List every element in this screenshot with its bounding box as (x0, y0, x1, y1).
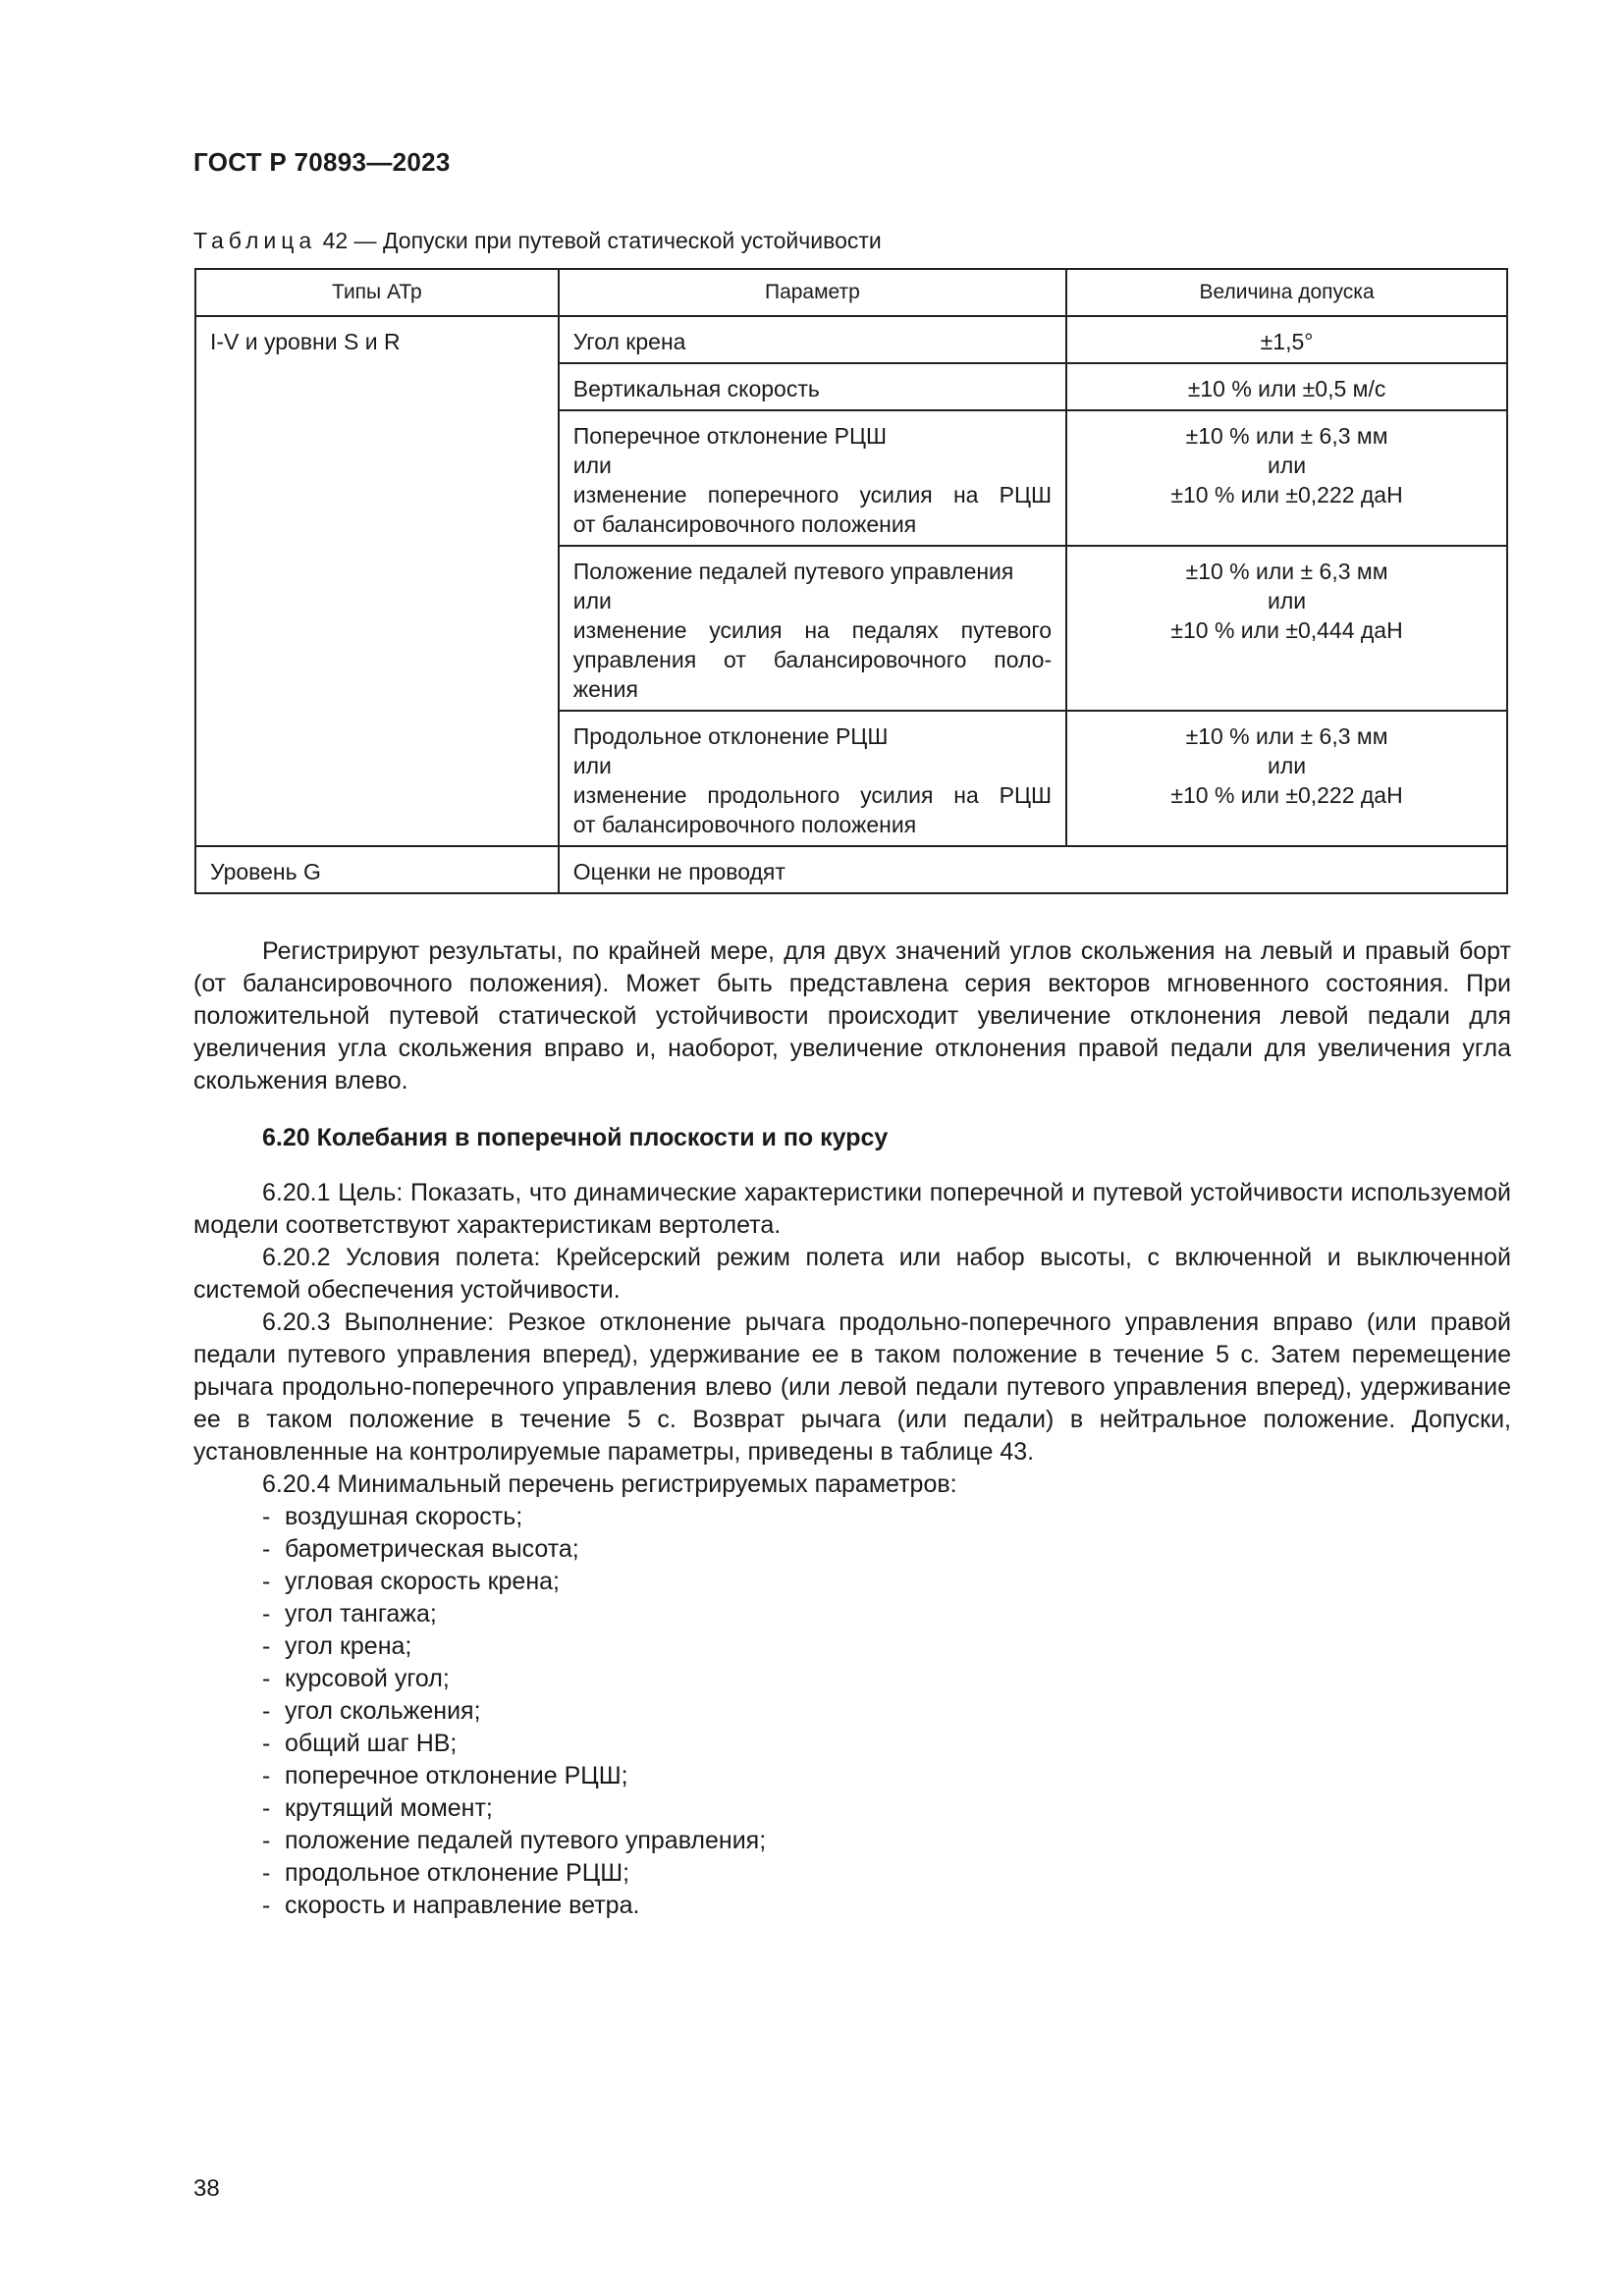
section-paragraph-conditions: 6.20.2 Условия полета: Крейсерский режим полета или набор высоты, с включенной и выключенной системой обеспечения устойчивости. (193, 1244, 1511, 1304)
list-item-text: угол скольжения; (285, 1697, 481, 1725)
list-item (193, 1533, 1511, 1566)
list-item-text: воздушная скорость; (285, 1503, 523, 1530)
value-cell (1066, 546, 1507, 711)
param-line: Продольное отклонение РЦШ (572, 723, 889, 749)
table-header-row (195, 269, 1507, 316)
list-dash: - (262, 1568, 271, 1595)
list-item (193, 1728, 1511, 1760)
section-body (193, 1177, 1511, 1922)
value-cell (1066, 711, 1507, 846)
param-line: изменение продольного усилия на РЦШ (572, 782, 1053, 808)
value-cell (1066, 316, 1507, 363)
value-line: ±10 % или ±0,444 даН (1170, 617, 1403, 643)
list-item (193, 1501, 1511, 1533)
param-line: или (572, 453, 612, 478)
list-item-text: угол крена; (285, 1632, 412, 1660)
param-cell (559, 546, 1066, 711)
list-item-text: поперечное отклонение РЦШ; (285, 1762, 628, 1789)
table-caption-word: Таблица (193, 228, 317, 253)
param-cell (559, 711, 1066, 846)
table-row (195, 846, 1507, 893)
list-item-text: положение педалей путевого управления; (285, 1827, 767, 1854)
list-item-text: барометрическая высота; (285, 1535, 579, 1563)
list-item (193, 1630, 1511, 1663)
list-item (193, 1890, 1511, 1922)
list-dash: - (262, 1665, 271, 1692)
header-types: Типы АТр (195, 269, 559, 316)
section-paragraph-goal: 6.20.1 Цель: Показать, что динамические характеристики поперечной и путевой устойчивости используемой модели соответствуют характеристикам вертолета. (193, 1179, 1511, 1239)
tolerance-table (194, 268, 1508, 894)
value-cell (1066, 363, 1507, 410)
list-item (193, 1695, 1511, 1728)
list-dash: - (262, 1600, 271, 1628)
list-dash: - (262, 1827, 271, 1854)
value-line: ±10 % или ±0,222 даН (1170, 482, 1403, 507)
value-line: ±10 % или ± 6,3 мм (1185, 723, 1388, 749)
list-item-text: крутящий момент; (285, 1794, 493, 1822)
list-item (193, 1598, 1511, 1630)
param-line: или (572, 588, 612, 614)
param-line: или (572, 753, 612, 778)
list-item (193, 1760, 1511, 1792)
param-line: Угол крена (572, 329, 686, 354)
last-row-type-cell: Уровень G (195, 846, 559, 893)
list-dash: - (262, 1794, 271, 1822)
document-id: ГОСТ Р 70893—2023 (193, 147, 451, 177)
header-tolerance: Величина допуска (1066, 269, 1507, 316)
value-line: ±10 % или ± 6,3 мм (1185, 559, 1388, 584)
section-paragraph-procedure: 6.20.3 Выполнение: Резкое отклонение рычага продольно-поперечного управления вправо (или правой педали путевого управления вперед), удерживание ее в таком положение в течение 5 с. Затем перемещение рычага продольно-поперечного управления влево (или левой педали путевого управления вперед), удерживание ее в таком положение в течение 5 с. Возврат рычага (или педали) в нейтральное положение. Допуски, установленные на контролируемые параметры, приведены в таблице 43. (193, 1308, 1511, 1466)
list-item-text: скорость и направление ветра. (285, 1892, 640, 1919)
list-item (193, 1825, 1511, 1857)
value-line: или (1267, 453, 1307, 478)
param-cell (559, 316, 1066, 363)
param-line: Вертикальная скорость (572, 376, 820, 401)
list-dash: - (262, 1859, 271, 1887)
header-parameter: Параметр (559, 269, 1066, 316)
group-label-cell: I-V и уровни S и R (195, 316, 559, 846)
param-line: от балансировочного положения (572, 812, 917, 837)
list-item (193, 1566, 1511, 1598)
list-dash: - (262, 1892, 271, 1919)
param-cell (559, 363, 1066, 410)
list-item-text: курсовой угол; (285, 1665, 450, 1692)
page-number: 38 (193, 2175, 220, 2202)
list-dash: - (262, 1632, 271, 1660)
param-line: изменение усилия на педалях путевого (572, 617, 1053, 643)
list-item (193, 1663, 1511, 1695)
results-paragraph: Регистрируют результаты, по крайней мере, для двух значений углов скольжения на левый и правый борт (от балансировочного положения). Может быть представлена серия векторов мгновенного состояния. При положительной путевой статической устойчивости происходит увеличение отклонения левой педали для увеличения угла скольжения вправо и, наоборот, увеличение отклонения правой педали для увеличения угла скольжения влево. (193, 937, 1511, 1095)
list-item (193, 1857, 1511, 1890)
results-paragraph-block (193, 935, 1511, 1097)
value-line: или (1267, 588, 1307, 614)
list-item-text: угловая скорость крена; (285, 1568, 560, 1595)
parameter-list (193, 1501, 1511, 1922)
last-row-text-cell: Оценки не проводят (559, 846, 1507, 893)
list-item (193, 1792, 1511, 1825)
table-caption-title: 42 — Допуски при путевой статической устойчивости (316, 228, 882, 253)
param-line: управления от балансировочного поло- (572, 647, 1053, 672)
value-line: ±10 % или ±0,222 даН (1170, 782, 1403, 808)
value-line: ±10 % или ± 6,3 мм (1185, 423, 1388, 449)
list-dash: - (262, 1730, 271, 1757)
param-line: жения (572, 676, 638, 702)
list-item-text: общий шаг НВ; (285, 1730, 458, 1757)
list-dash: - (262, 1762, 271, 1789)
list-dash: - (262, 1503, 271, 1530)
section-heading: 6.20 Колебания в поперечной плоскости и по курсу (262, 1124, 889, 1151)
value-line: ±1,5° (1260, 329, 1314, 354)
value-cell (1066, 410, 1507, 546)
value-line: или (1267, 753, 1307, 778)
value-line: ±10 % или ±0,5 м/с (1187, 376, 1386, 401)
param-line: Поперечное отклонение РЦШ (572, 423, 888, 449)
list-item-text: продольное отклонение РЦШ; (285, 1859, 630, 1887)
table-row (195, 316, 1507, 363)
section-paragraph-parameters: 6.20.4 Минимальный перечень регистрируемых параметров: (262, 1470, 957, 1498)
param-line: изменение поперечного усилия на РЦШ (572, 482, 1053, 507)
param-line: от балансировочного положения (572, 511, 917, 537)
list-item-text: угол тангажа; (285, 1600, 437, 1628)
list-dash: - (262, 1535, 271, 1563)
list-dash: - (262, 1697, 271, 1725)
param-line: Положение педалей путевого управления (572, 559, 1014, 584)
param-cell (559, 410, 1066, 546)
table-caption (193, 228, 882, 254)
